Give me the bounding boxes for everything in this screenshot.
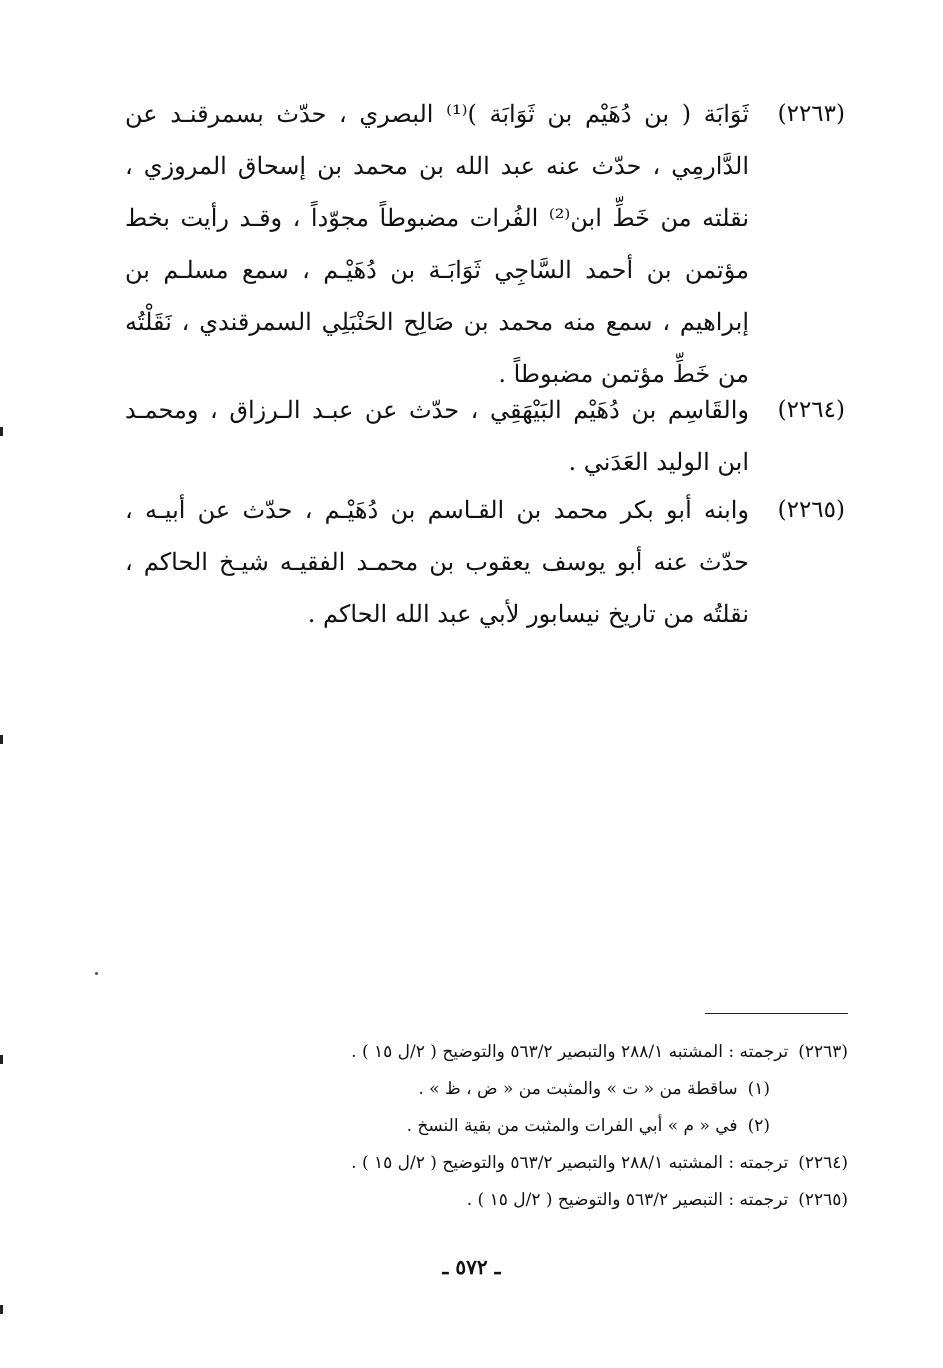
entry-text-line: الدَّارمِي ، حدّث عنه عبد الله بن محمد بن إسحاق المروزي ، bbox=[125, 152, 749, 180]
entry-text-line: ثَوَابَة ( بن دُهَيْم بن ثَوَابَة )⁽¹⁾ البصري ، حدّث بسمرقنـد عن bbox=[125, 100, 749, 128]
footnote bbox=[198, 1108, 848, 1145]
scan-edge-mark bbox=[0, 427, 3, 436]
page-number: ـ ٥٧٢ ـ bbox=[442, 1255, 501, 1279]
footnote bbox=[198, 1071, 848, 1108]
footnote-text: ترجمته : المشتبه ٢٨٨/١ والتبصير ٥٦٣/٢ والتوضيح ( ٢/ل ١٥ ) . bbox=[351, 1153, 789, 1173]
entry-number: (٢٢٦٥) bbox=[777, 497, 845, 523]
footnote-text: ترجمته : المشتبه ٢٨٨/١ والتبصير ٥٦٣/٢ والتوضيح ( ٢/ل ١٥ ) . bbox=[351, 1042, 789, 1062]
footnote-number: (٢٢٦٣) bbox=[798, 1042, 848, 1062]
entry-text-line: نقلتُه من تاريخ نيسابور لأبي عبد الله الحاكم . bbox=[307, 600, 749, 628]
biography-entry bbox=[125, 484, 845, 640]
footnote bbox=[198, 1182, 848, 1219]
entry-number: (٢٢٦٤) bbox=[777, 397, 845, 423]
biography-entry bbox=[125, 384, 845, 488]
scan-edge-mark bbox=[0, 735, 3, 744]
entry-text-line: والقَاسِم بن دُهَيْم البَيْهَقِي ، حدّث عن عبـد الـرزاق ، ومحمـد bbox=[125, 396, 749, 424]
entry-text-line: من خَطِّ مؤتمن مضبوطاً . bbox=[498, 360, 749, 388]
entry-text-line: ابن الوليد العَدَني . bbox=[568, 448, 749, 476]
footnote-text: ترجمته : التبصير ٥٦٣/٢ والتوضيح ( ٢/ل ١٥ ) . bbox=[466, 1190, 789, 1210]
scan-edge-mark bbox=[0, 1305, 3, 1314]
footnote-text: ساقطة من « ت » والمثبت من « ض ، ظ » . bbox=[418, 1079, 738, 1099]
footnote-separator bbox=[705, 1013, 848, 1014]
footnote-number: (٢٢٦٤) bbox=[798, 1153, 848, 1173]
entry-text-line: وابنه أبو بكر محمد بن القـاسم بن دُهَيْـم ، حدّث عن أبيـه ، bbox=[125, 496, 749, 524]
entry-text-line: مؤتمن بن أحمد السَّاجِي ثَوَابَـة بن دُهَيْـم ، سمع مسلـم بن bbox=[125, 256, 749, 284]
footnote-number: (٢٢٦٥) bbox=[798, 1190, 848, 1210]
footnotes bbox=[198, 1034, 848, 1219]
footnote bbox=[198, 1034, 848, 1071]
footnote-number: (٢) bbox=[747, 1116, 770, 1136]
footnote-number: (١) bbox=[747, 1079, 770, 1099]
biography-entry bbox=[125, 88, 845, 400]
entry-text-line: إبراهيم ، سمع منه محمد بن صَالِح الحَنْبَلِي السمرقندي ، نَقَلْتُه bbox=[125, 308, 749, 336]
entry-number: (٢٢٦٣) bbox=[777, 101, 845, 127]
scan-edge-mark bbox=[0, 1055, 3, 1064]
footnote-text: في « م » أبي الفرات والمثبت من بقية النسخ . bbox=[406, 1116, 738, 1136]
footnote bbox=[198, 1145, 848, 1182]
scan-speck bbox=[95, 972, 98, 975]
entry-text-line: نقلته من خَطِّ ابن⁽²⁾ الفُرات مضبوطاً مجوّداً ، وقـد رأيت بخط bbox=[125, 204, 749, 232]
entry-text-line: حدّث عنه أبو يوسف يعقوب بن محمـد الفقيـه شيـخ الحاكم ، bbox=[125, 548, 749, 576]
